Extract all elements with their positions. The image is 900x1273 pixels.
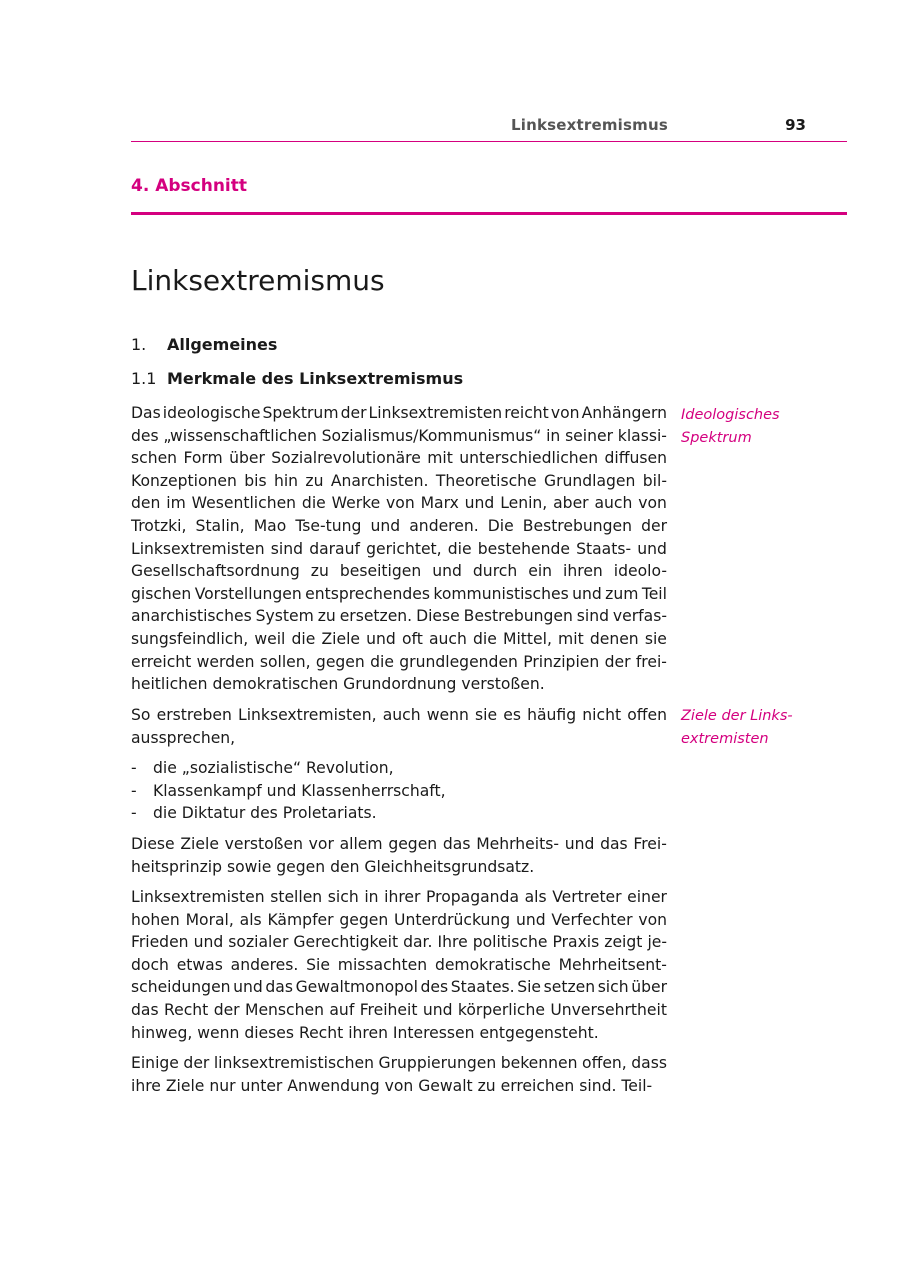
text-line: scheidungen und das Gewaltmonopol des Staates. Sie setzen sich über [131, 978, 667, 997]
text-line: des „wissenschaftlichen Sozialismus/Kommunismus“ in seiner klassi- [131, 426, 667, 445]
chapter-title: Linksextremismus [131, 264, 385, 297]
margin-note-line: Spektrum [681, 429, 752, 446]
bullet-list [131, 757, 667, 825]
heading-1-1-number: 1.1 [131, 369, 157, 388]
list-dash: - [131, 804, 137, 823]
heading-1-1-text: Merkmale des Linksextremismus [167, 369, 464, 388]
list-dash: - [131, 781, 137, 800]
text-line: hinweg, wenn dieses Recht ihren Interessen entgegensteht. [131, 1023, 599, 1042]
text-line: Linksextremisten stellen sich in ihrer Propaganda als Vertreter einer [131, 888, 667, 906]
heading-1-number: 1. [131, 335, 147, 354]
margin-note-ideologisches-spektrum [681, 404, 841, 449]
heading-1 [131, 335, 277, 354]
text-line: den im Wesentlichen die Werke von Marx und Lenin, aber auch von [131, 494, 667, 513]
list-item-text: Klassenkampf und Klassenherrschaft, [153, 781, 446, 800]
section-rule [131, 212, 847, 215]
margin-note-line: extremisten [681, 730, 769, 747]
paragraph-2 [131, 704, 667, 749]
text-line: anarchistisches System zu ersetzen. Diese Bestrebungen sind verfas- [131, 607, 667, 626]
list-item-text: die Diktatur des Proletariats. [153, 804, 377, 823]
margin-note-line: Ideologisches [681, 407, 780, 423]
header-rule [131, 141, 847, 142]
text-line: Das ideologische Spektrum der Linksextremisten reicht von Anhängern [131, 404, 667, 422]
text-line: ihre Ziele nur unter Anwendung von Gewalt zu erreichen sind. Teil- [131, 1076, 653, 1095]
running-title: Linksextremismus [510, 116, 668, 134]
text-line: schen Form über Sozialrevolutionäre mit unterschiedlichen diffusen [131, 449, 667, 468]
text-line: sungsfeindlich, weil die Ziele und oft auch die Mittel, mit denen sie [131, 629, 667, 648]
heading-1-1 [131, 369, 463, 388]
text-line: heitsprinzip sowie gegen den Gleichheitsgrundsatz. [131, 857, 535, 876]
paragraph-5 [131, 1052, 667, 1097]
text-line: Trotzki, Stalin, Mao Tse-tung und anderen. Die Bestrebungen der [131, 516, 667, 535]
text-line: Diese Ziele verstoßen vor allem gegen das Mehrheits- und das Frei- [131, 835, 667, 853]
text-line: So erstreben Linksextremisten, auch wenn sie es häufig nicht offen [131, 706, 667, 724]
text-line: hohen Moral, als Kämpfer gegen Unterdrückung und Verfechter von [131, 910, 667, 929]
margin-note-line: Ziele der Links- [681, 708, 793, 724]
page-number: 93 [785, 116, 806, 134]
text-line: aussprechen, [131, 728, 236, 747]
text-line: gischen Vorstellungen entsprechendes kommunistisches und zum Teil [131, 584, 667, 603]
section-label: 4. Abschnitt [131, 176, 248, 196]
heading-1-text: Allgemeines [167, 335, 278, 354]
text-line: Frieden und sozialer Gerechtigkeit dar. Ihre politische Praxis zeigt je- [131, 933, 667, 952]
text-line: Linksextremisten sind darauf gerichtet, die bestehende Staats- und [131, 539, 667, 558]
text-line: das Recht der Menschen auf Freiheit und körperliche Unversehrtheit [131, 1000, 667, 1019]
text-line: Einige der linksextremistischen Gruppierungen bekennen offen, dass [131, 1054, 667, 1072]
text-line: doch etwas anderes. Sie missachten demokratische Mehrheitsent- [131, 955, 667, 974]
list-item [131, 780, 667, 803]
list-item [131, 757, 667, 780]
text-line: Gesellschaftsordnung zu beseitigen und durch ein ihren ideolo- [131, 562, 667, 581]
list-item [131, 802, 667, 825]
text-line: heitlichen demokratischen Grundordnung verstoßen. [131, 675, 545, 694]
text-line: erreicht werden sollen, gegen die grundlegenden Prinzipien der frei- [131, 652, 667, 671]
paragraph-4 [131, 886, 667, 1044]
list-dash: - [131, 759, 137, 777]
list-item-text: die „sozialistische“ Revolution, [153, 759, 394, 777]
paragraph-3 [131, 833, 667, 878]
text-line: Konzeptionen bis hin zu Anarchisten. Theoretische Grundlagen bil- [131, 471, 667, 490]
margin-note-ziele [681, 705, 841, 750]
paragraph-1 [131, 402, 667, 696]
